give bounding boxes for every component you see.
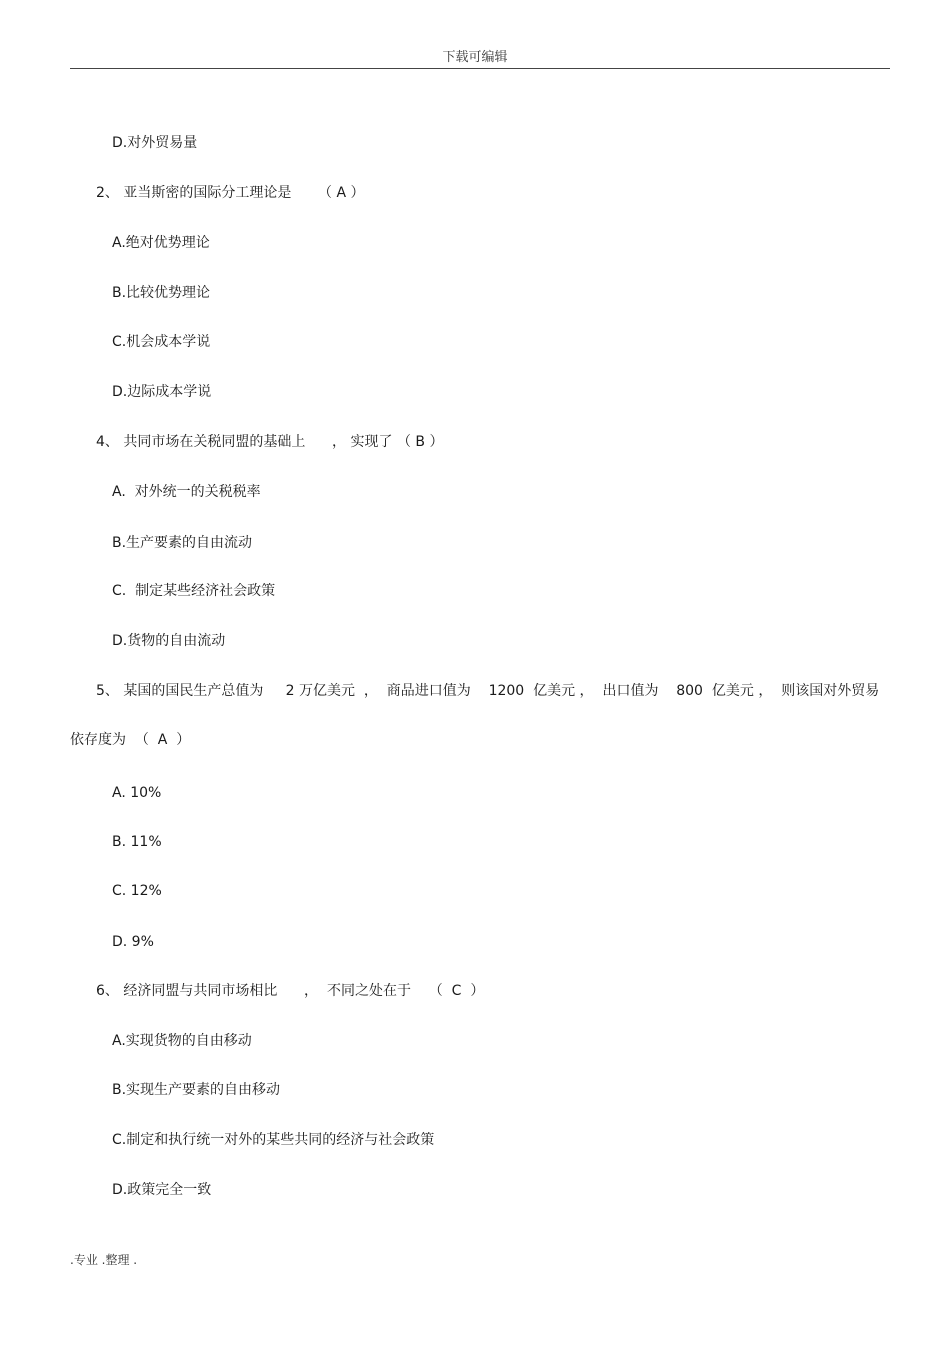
option-a-q4: A. 对外统一的关税税率: [112, 484, 261, 500]
page-header: 下载可编辑: [442, 50, 508, 65]
option-c-q2: C.机会成本学说: [112, 334, 211, 350]
question-5: 5、 某国的国民生产总值为 2 万亿美元 ， 商品进口值为 1200 亿美元 ， 出口值为 800 亿美元 ， 则该国对外贸易: [96, 683, 880, 699]
option-c-q5: C. 12%: [112, 883, 162, 899]
page-footer: .专业 .整理 .: [70, 1253, 138, 1267]
option-c-q6: C.制定和执行统一对外的某些共同的经济与社会政策: [112, 1132, 435, 1148]
question-5-continued: 依存度为 （ A ）: [70, 732, 191, 748]
header-rule: [70, 68, 890, 69]
option-d-q1: D.对外贸易量: [112, 135, 198, 151]
option-b-q2: B.比较优势理论: [112, 285, 211, 301]
option-b-q4: B.生产要素的自由流动: [112, 535, 253, 551]
option-a-q2: A.绝对优势理论: [112, 235, 210, 251]
option-b-q5: B. 11%: [112, 834, 162, 850]
question-6: 6、 经济同盟与共同市场相比 ， 不同之处在于 （ C ）: [96, 983, 485, 999]
option-b-q6: B.实现生产要素的自由移动: [112, 1082, 281, 1098]
question-2: 2、 亚当斯密的国际分工理论是 （ A ）: [96, 185, 365, 201]
option-c-q4: C. 制定某些经济社会政策: [112, 583, 276, 599]
option-d-q4: D.货物的自由流动: [112, 633, 226, 649]
option-a-q5: A. 10%: [112, 785, 162, 801]
option-d-q5: D. 9%: [112, 934, 154, 950]
option-a-q6: A.实现货物的自由移动: [112, 1033, 252, 1049]
option-d-q2: D.边际成本学说: [112, 384, 212, 400]
option-d-q6: D.政策完全一致: [112, 1182, 212, 1198]
question-4: 4、 共同市场在关税同盟的基础上 ， 实现了 （ B ）: [96, 434, 444, 450]
